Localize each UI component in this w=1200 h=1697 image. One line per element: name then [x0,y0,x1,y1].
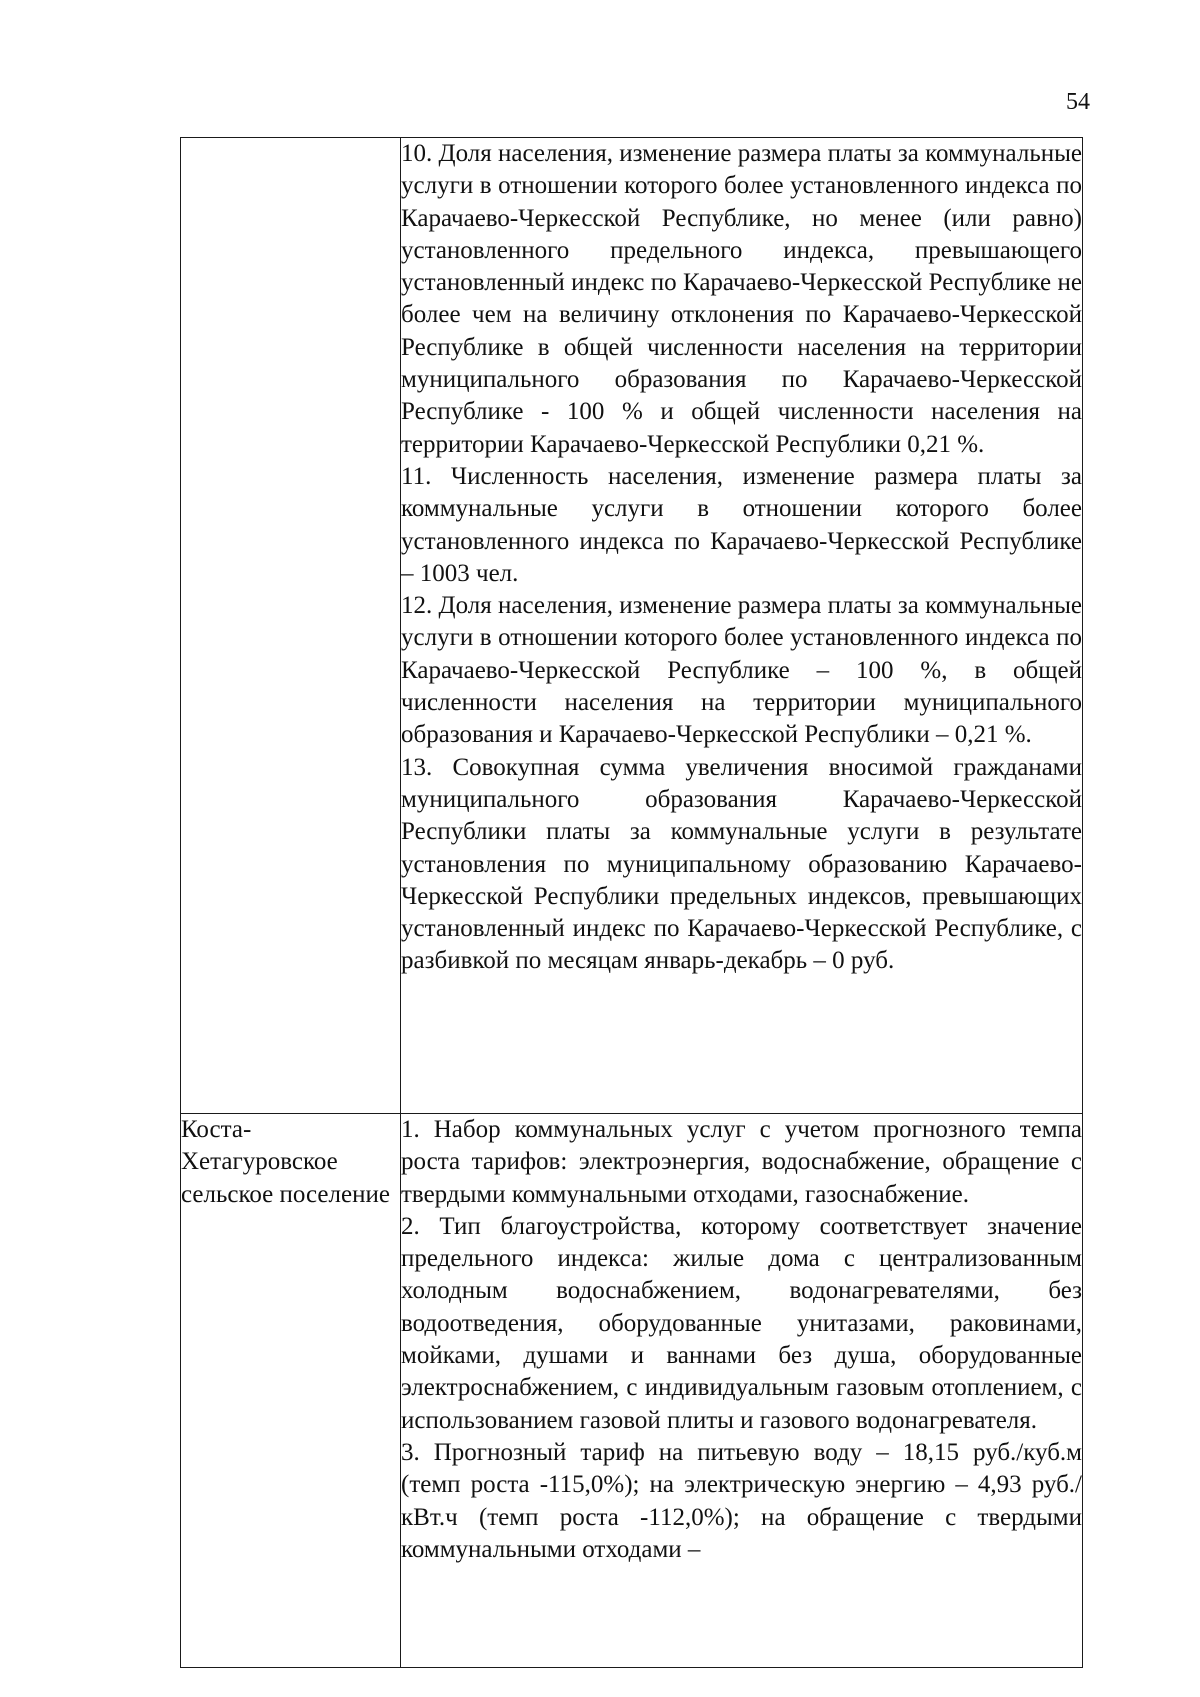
indicators-cell [401,1114,1083,1668]
table-row [181,1114,1083,1668]
indicators-cell [401,138,1083,1114]
indicator-paragraph: 13. Совокупная сумма увеличения вносимой гражданами муниципального образования Карачаево-Черкесской Республики платы за коммунальные услуги в результате установления по муниципальному образованию Карачаево-Черкесской Республики предельных индексов, превышающих установленный индекс по Карачаево-Черкесской Республике, с разбивкой по месяцам январь-декабрь – 0 руб. [401,753,1082,975]
indicator-paragraph: 12. Доля населения, изменение размера платы за коммунальные услуги в отношении которого более установленного индекса по Карачаево-Черкесской Республике – 100 %, в общей численности населения на территории муниципального образования и Карачаево-Черкесской Республики – 0,21 %. [401,592,1082,749]
page-number: 54 [1066,89,1090,115]
municipal-indices-table [180,137,1083,1668]
indicator-paragraph: 2. Тип благоустройства, которому соответствует значение предельного индекса: жилые дома с централизованным холодным водоснабжением, водонагревателями, без водоотведения, оборудованные унитазами, раковинами, мойками, душами и ваннами без душа, оборудованные электроснабжением, с индивидуальным газовым отоплением, с использованием газовой плиты и газового водонагревателя. [401,1212,1082,1434]
municipality-cell [181,138,401,1114]
indicator-paragraph: 11. Численность населения, изменение размера платы за коммунальные услуги в отношении которого более установленного индекса по Карачаево-Черкесской Республике – 1003 чел. [401,462,1082,587]
municipality-name: Коста-Хетагуровское сельское поселение [181,1116,390,1208]
table-row [181,138,1083,1114]
municipality-cell [181,1114,401,1668]
indicator-paragraph: 10. Доля населения, изменение размера платы за коммунальные услуги в отношении которого более установленного индекса по Карачаево-Черкесской Республике, но менее (или равно) установленного предельного индекса, превышающего установленный индекс по Карачаево-Черкесской Республике не более чем на величину отклонения по Карачаево-Черкесской Республике в общей численности населения на территории муниципального образования по Карачаево-Черкесской Республике - 100 % и общей численности населения на территории Карачаево-Черкесской Республики 0,21 %. [401,140,1082,458]
indicator-paragraph: 1. Набор коммунальных услуг с учетом прогнозного темпа роста тарифов: электроэнергия, водоснабжение, обращение с твердыми коммунальными отходами, газоснабжение. [401,1116,1082,1208]
indicator-paragraph: 3. Прогнозный тариф на питьевую воду – 18,15 руб./куб.м (темп роста -115,0%); на электрическую энергию – 4,93 руб./кВт.ч (темп роста -112,0%); на обращение с твердыми коммунальными отходами – [401,1438,1082,1563]
